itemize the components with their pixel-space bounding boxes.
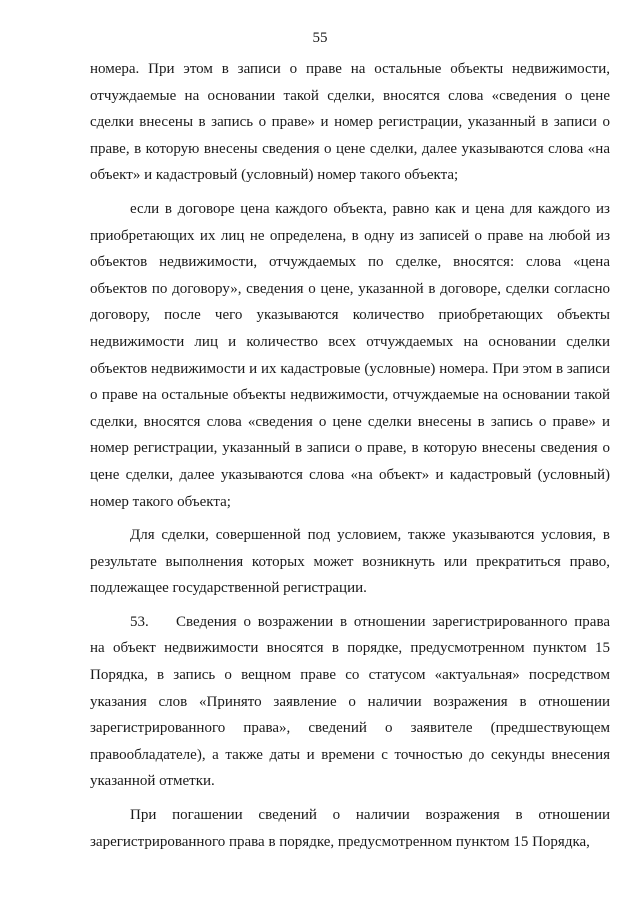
- page-number: 55: [312, 30, 328, 46]
- paragraph-continuation: номера. При этом в записи о праве на остальные объекты недвижимости, отчуждаемые на основании такой сделки, вносятся слова «сведения о цене сделки внесены в запись о праве» и номер регистрации, указанный в записи о праве, в которую внесены сведения о цене сделки, далее указываются слова «на объект» и кадастровый (условный) номер такого объекта;: [90, 61, 610, 184]
- item-number: 53.: [130, 613, 149, 630]
- paragraph-objection-removal: При погашении сведений о наличии возражения в отношении зарегистрированного права в порядке, предусмотренном пунктом 15 Порядка,: [90, 807, 610, 850]
- item-53-text: Сведения о возражении в отношении зарегистрированного права на объект недвижимости вносятся в порядке, предусмотренном пунктом 15 Порядка, в запись о вещном праве со статусом «актуальная» посредством указания слов «Принято заявление о наличии возражения в отношении зарегистрированного права», сведений о заявителе (предшествующем правообладателе), а также даты и времени с точностью до секунды внесения указанной отметки.: [90, 613, 610, 790]
- document-body: [90, 56, 610, 855]
- paragraph-item-53: [90, 609, 610, 795]
- paragraph-price-undetermined: если в договоре цена каждого объекта, равно как и цена для каждого из приобретающих их лиц не определена, в одну из записей о праве на любой из объектов недвижимости, отчуждаемых по сделке, вносятся: слова «цена объектов по договору», сведения о цене, указанной в договоре, сделки согласно договору, после чего указываются количество приобретающих объекты недвижимости лиц и количество всех отчуждаемых на основании сделки объектов недвижимости и их кадастровые (условные) номера. При этом в записи о праве на остальные объекты недвижимости, отчуждаемые на основании такой сделки, вносятся слова «сведения о цене сделки внесены в запись о праве» и номер регистрации, указанный в записи о праве, в которую внесены сведения о цене сделки, далее указываются слова «на объект» и кадастровый (условный) номер такого объекта;: [90, 200, 610, 510]
- paragraph-conditional-deal: Для сделки, совершенной под условием, также указываются условия, в результате выполнения которых может возникнуть или прекратиться право, подлежащее государственной регистрации.: [90, 527, 610, 597]
